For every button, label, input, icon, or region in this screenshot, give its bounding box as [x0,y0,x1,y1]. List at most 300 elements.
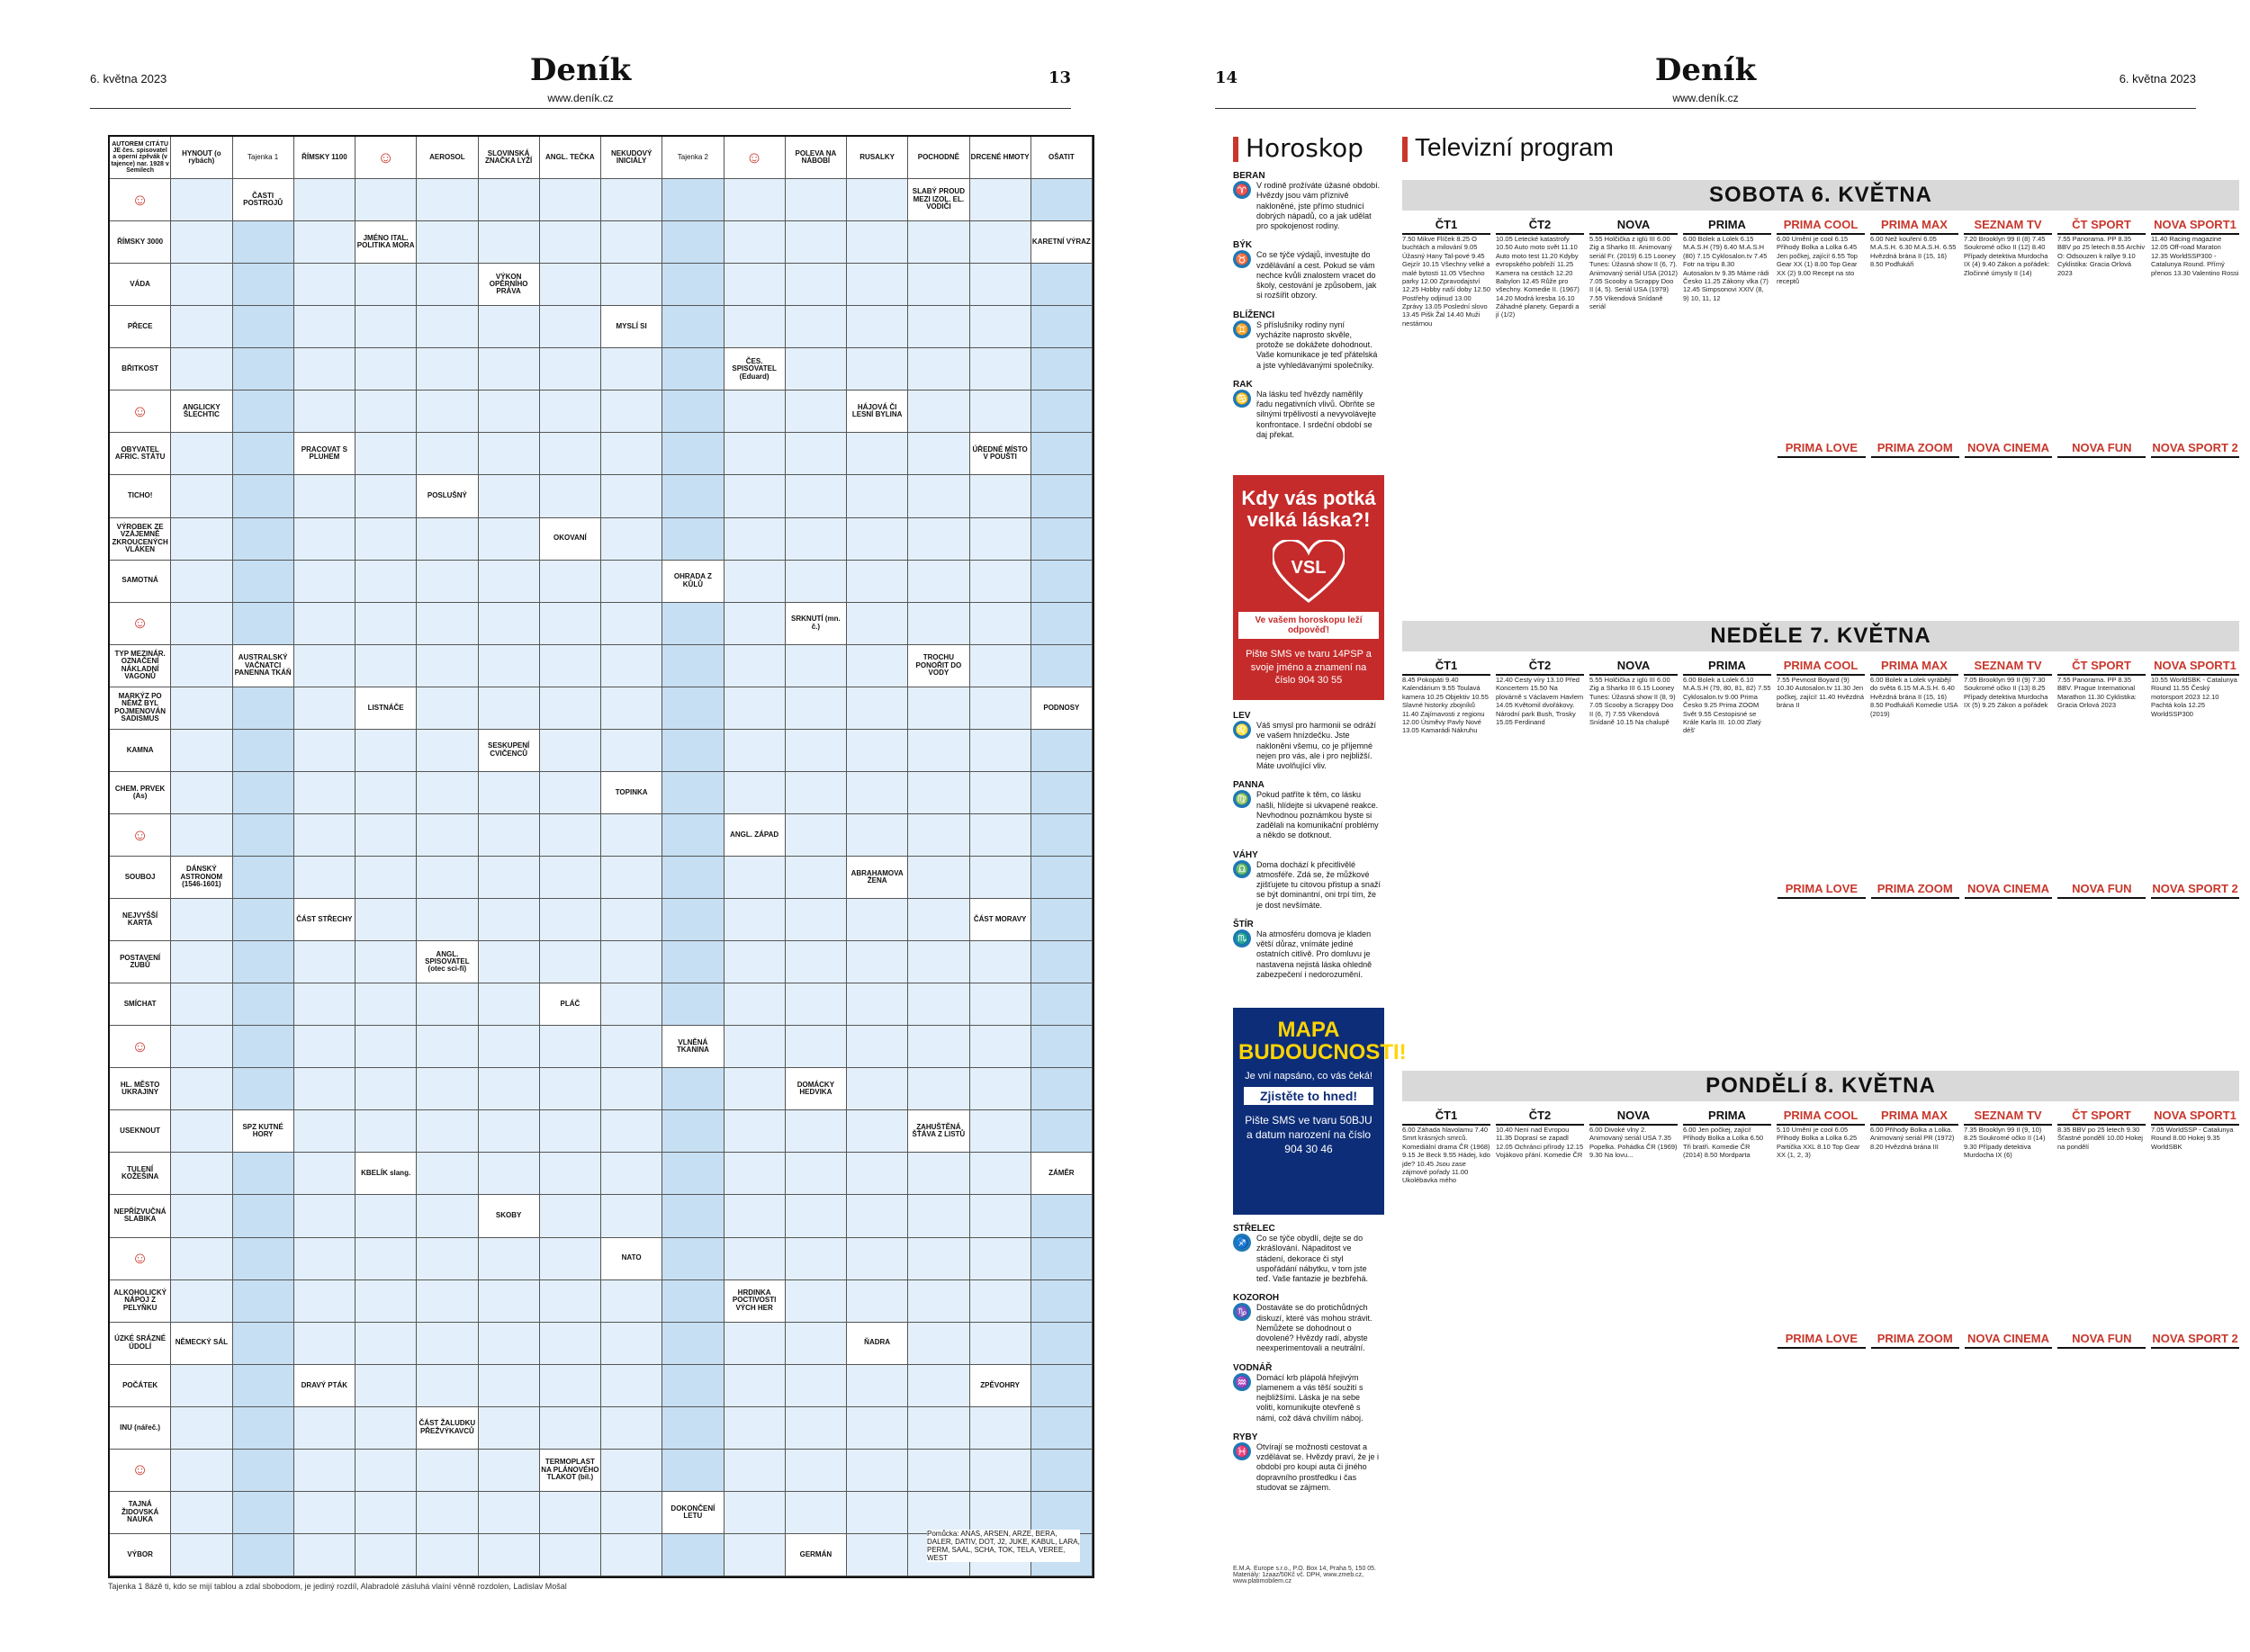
crossword-answer-cell[interactable] [847,730,908,772]
crossword-answer-cell[interactable] [540,475,601,517]
crossword-answer-cell[interactable] [662,645,724,687]
crossword-answer-cell[interactable] [601,1492,662,1534]
crossword-answer-cell[interactable] [970,221,1031,264]
crossword-answer-cell[interactable] [356,899,417,941]
crossword-answer-cell[interactable] [724,1195,786,1237]
crossword-answer-cell[interactable] [601,1153,662,1195]
crossword-answer-cell[interactable] [233,391,294,433]
crossword-answer-cell[interactable] [417,1450,478,1492]
crossword-answer-cell[interactable] [356,1195,417,1237]
crossword-answer-cell[interactable] [356,772,417,814]
crossword-answer-cell[interactable] [1031,1407,1093,1450]
crossword-answer-cell[interactable] [294,348,356,391]
crossword-answer-cell[interactable] [662,179,724,221]
crossword-answer-cell[interactable] [908,1068,969,1110]
crossword-answer-cell[interactable] [356,857,417,899]
crossword-answer-cell[interactable] [970,1153,1031,1195]
love-horoscope-ad[interactable] [1233,475,1384,700]
crossword-answer-cell[interactable] [417,1068,478,1110]
crossword-answer-cell[interactable] [908,1323,969,1365]
crossword-answer-cell[interactable] [662,1238,724,1280]
crossword-answer-cell[interactable] [540,730,601,772]
crossword-answer-cell[interactable] [908,561,969,603]
crossword-answer-cell[interactable] [601,391,662,433]
crossword-answer-cell[interactable] [601,1365,662,1407]
crossword-answer-cell[interactable] [847,1492,908,1534]
crossword-answer-cell[interactable] [171,983,232,1026]
crossword-answer-cell[interactable] [1031,857,1093,899]
crossword-answer-cell[interactable] [171,561,232,603]
crossword-answer-cell[interactable] [233,730,294,772]
crossword-answer-cell[interactable] [662,221,724,264]
crossword-answer-cell[interactable] [662,1365,724,1407]
crossword-answer-cell[interactable] [662,1407,724,1450]
crossword-answer-cell[interactable] [724,264,786,306]
crossword-answer-cell[interactable] [908,391,969,433]
crossword-answer-cell[interactable] [417,772,478,814]
crossword-answer-cell[interactable] [417,1534,478,1576]
crossword-answer-cell[interactable] [908,772,969,814]
crossword-answer-cell[interactable] [233,1153,294,1195]
crossword-answer-cell[interactable] [724,603,786,645]
crossword-answer-cell[interactable] [417,730,478,772]
crossword-answer-cell[interactable] [662,603,724,645]
crossword-answer-cell[interactable] [356,1534,417,1576]
crossword-answer-cell[interactable] [601,1026,662,1068]
crossword-answer-cell[interactable] [908,1280,969,1323]
crossword-answer-cell[interactable] [1031,1238,1093,1280]
crossword-answer-cell[interactable] [724,645,786,687]
crossword-answer-cell[interactable] [1031,1365,1093,1407]
crossword-answer-cell[interactable] [233,1280,294,1323]
crossword-answer-cell[interactable] [294,814,356,857]
crossword-answer-cell[interactable] [724,983,786,1026]
crossword-answer-cell[interactable] [786,1153,847,1195]
crossword-answer-cell[interactable] [540,1492,601,1534]
crossword-answer-cell[interactable] [356,561,417,603]
crossword-answer-cell[interactable] [356,1407,417,1450]
crossword-answer-cell[interactable] [786,1365,847,1407]
crossword-answer-cell[interactable] [540,772,601,814]
crossword-answer-cell[interactable] [540,603,601,645]
crossword-answer-cell[interactable] [356,1450,417,1492]
crossword-answer-cell[interactable] [540,1026,601,1068]
crossword-answer-cell[interactable] [908,1450,969,1492]
crossword-answer-cell[interactable] [786,814,847,857]
crossword-answer-cell[interactable] [171,518,232,561]
crossword-answer-cell[interactable] [724,1365,786,1407]
crossword-answer-cell[interactable] [847,1153,908,1195]
crossword-answer-cell[interactable] [356,1238,417,1280]
crossword-answer-cell[interactable] [970,1238,1031,1280]
crossword-answer-cell[interactable] [479,1534,540,1576]
crossword-answer-cell[interactable] [417,391,478,433]
crossword-answer-cell[interactable] [601,645,662,687]
crossword-answer-cell[interactable] [294,1068,356,1110]
crossword-answer-cell[interactable] [233,603,294,645]
crossword-answer-cell[interactable] [908,306,969,348]
crossword-answer-cell[interactable] [847,179,908,221]
crossword-answer-cell[interactable] [356,475,417,517]
crossword-answer-cell[interactable] [294,1280,356,1323]
crossword-answer-cell[interactable] [540,1068,601,1110]
crossword-answer-cell[interactable] [908,899,969,941]
crossword-answer-cell[interactable] [1031,1492,1093,1534]
crossword-answer-cell[interactable] [662,1450,724,1492]
crossword-answer-cell[interactable] [1031,899,1093,941]
crossword-answer-cell[interactable] [540,1238,601,1280]
crossword-answer-cell[interactable] [540,1195,601,1237]
crossword-answer-cell[interactable] [294,1323,356,1365]
crossword-answer-cell[interactable] [294,1492,356,1534]
crossword-answer-cell[interactable] [724,857,786,899]
crossword-answer-cell[interactable] [662,857,724,899]
crossword-answer-cell[interactable] [294,1238,356,1280]
crossword-answer-cell[interactable] [601,1068,662,1110]
crossword-answer-cell[interactable] [171,306,232,348]
crossword-answer-cell[interactable] [724,433,786,475]
crossword-answer-cell[interactable] [233,1026,294,1068]
crossword-answer-cell[interactable] [1031,772,1093,814]
crossword-answer-cell[interactable] [847,645,908,687]
crossword-answer-cell[interactable] [540,1407,601,1450]
crossword-answer-cell[interactable] [1031,1280,1093,1323]
crossword-answer-cell[interactable] [540,348,601,391]
crossword-answer-cell[interactable] [233,941,294,983]
crossword-answer-cell[interactable] [1031,306,1093,348]
crossword-answer-cell[interactable] [417,1153,478,1195]
crossword-answer-cell[interactable] [847,1450,908,1492]
crossword-answer-cell[interactable] [724,179,786,221]
crossword-answer-cell[interactable] [356,814,417,857]
crossword-answer-cell[interactable] [417,179,478,221]
crossword-answer-cell[interactable] [171,899,232,941]
crossword-answer-cell[interactable] [356,645,417,687]
crossword-answer-cell[interactable] [601,899,662,941]
crossword-answer-cell[interactable] [724,730,786,772]
crossword-answer-cell[interactable] [662,1323,724,1365]
crossword-answer-cell[interactable] [908,1026,969,1068]
crossword-answer-cell[interactable] [356,603,417,645]
crossword-answer-cell[interactable] [294,941,356,983]
crossword-answer-cell[interactable] [724,1110,786,1153]
crossword-answer-cell[interactable] [1031,1323,1093,1365]
crossword-answer-cell[interactable] [724,1534,786,1576]
crossword-answer-cell[interactable] [1031,603,1093,645]
crossword-answer-cell[interactable] [171,1153,232,1195]
crossword-answer-cell[interactable] [417,857,478,899]
crossword-answer-cell[interactable] [786,645,847,687]
crossword-answer-cell[interactable] [479,561,540,603]
crossword-answer-cell[interactable] [356,1026,417,1068]
crossword-answer-cell[interactable] [847,221,908,264]
crossword-answer-cell[interactable] [417,603,478,645]
crossword-answer-cell[interactable] [786,1323,847,1365]
crossword-answer-cell[interactable] [970,603,1031,645]
crossword-answer-cell[interactable] [786,857,847,899]
crossword-answer-cell[interactable] [847,772,908,814]
crossword-answer-cell[interactable] [601,730,662,772]
crossword-answer-cell[interactable] [233,433,294,475]
crossword-answer-cell[interactable] [233,1365,294,1407]
crossword-answer-cell[interactable] [356,348,417,391]
crossword-answer-cell[interactable] [601,1280,662,1323]
crossword-answer-cell[interactable] [724,772,786,814]
crossword-answer-cell[interactable] [908,264,969,306]
crossword-answer-cell[interactable] [847,687,908,730]
crossword-answer-cell[interactable] [847,348,908,391]
crossword-answer-cell[interactable] [1031,179,1093,221]
crossword-answer-cell[interactable] [970,306,1031,348]
crossword-answer-cell[interactable] [479,1365,540,1407]
crossword-answer-cell[interactable] [294,1153,356,1195]
crossword-answer-cell[interactable] [479,1407,540,1450]
crossword-answer-cell[interactable] [970,561,1031,603]
crossword-answer-cell[interactable] [171,1195,232,1237]
crossword-answer-cell[interactable] [233,221,294,264]
crossword-answer-cell[interactable] [171,1110,232,1153]
crossword-answer-cell[interactable] [233,1407,294,1450]
crossword-answer-cell[interactable] [786,983,847,1026]
crossword-answer-cell[interactable] [294,772,356,814]
crossword-answer-cell[interactable] [540,1280,601,1323]
crossword-answer-cell[interactable] [540,899,601,941]
crossword-answer-cell[interactable] [417,306,478,348]
crossword-answer-cell[interactable] [479,391,540,433]
crossword-answer-cell[interactable] [417,1110,478,1153]
crossword-answer-cell[interactable] [601,1323,662,1365]
crossword-answer-cell[interactable] [786,1407,847,1450]
crossword-answer-cell[interactable] [356,518,417,561]
crossword-answer-cell[interactable] [479,221,540,264]
crossword-answer-cell[interactable] [786,1280,847,1323]
crossword-answer-cell[interactable] [601,348,662,391]
crossword-answer-cell[interactable] [479,306,540,348]
crossword-answer-cell[interactable] [662,1195,724,1237]
crossword-answer-cell[interactable] [479,475,540,517]
crossword-answer-cell[interactable] [417,1492,478,1534]
crossword-answer-cell[interactable] [417,1365,478,1407]
crossword-answer-cell[interactable] [970,941,1031,983]
crossword-answer-cell[interactable] [908,1492,969,1534]
crossword-answer-cell[interactable] [601,603,662,645]
crossword-answer-cell[interactable] [540,1365,601,1407]
crossword-answer-cell[interactable] [479,1026,540,1068]
crossword-answer-cell[interactable] [171,1492,232,1534]
crossword-answer-cell[interactable] [171,772,232,814]
crossword-answer-cell[interactable] [171,264,232,306]
crossword-answer-cell[interactable] [540,1110,601,1153]
crossword-answer-cell[interactable] [970,814,1031,857]
crossword-answer-cell[interactable] [233,264,294,306]
crossword-answer-cell[interactable] [233,1323,294,1365]
crossword-answer-cell[interactable] [479,899,540,941]
crossword-answer-cell[interactable] [1031,941,1093,983]
crossword-answer-cell[interactable] [233,306,294,348]
crossword-answer-cell[interactable] [724,518,786,561]
crossword-answer-cell[interactable] [847,814,908,857]
crossword-answer-cell[interactable] [662,814,724,857]
crossword-answer-cell[interactable] [786,730,847,772]
crossword-answer-cell[interactable] [724,475,786,517]
crossword-answer-cell[interactable] [601,1534,662,1576]
crossword-answer-cell[interactable] [662,1280,724,1323]
crossword-answer-cell[interactable] [970,1323,1031,1365]
crossword-answer-cell[interactable] [356,1280,417,1323]
crossword-answer-cell[interactable] [417,1195,478,1237]
crossword-answer-cell[interactable] [233,772,294,814]
crossword-answer-cell[interactable] [908,518,969,561]
crossword-answer-cell[interactable] [233,518,294,561]
crossword-answer-cell[interactable] [847,475,908,517]
crossword-answer-cell[interactable] [662,772,724,814]
crossword-answer-cell[interactable] [1031,264,1093,306]
crossword-answer-cell[interactable] [1031,814,1093,857]
crossword-answer-cell[interactable] [601,1110,662,1153]
crossword-answer-cell[interactable] [479,1323,540,1365]
crossword-answer-cell[interactable] [356,264,417,306]
crossword-answer-cell[interactable] [233,1068,294,1110]
crossword-answer-cell[interactable] [786,348,847,391]
crossword-answer-cell[interactable] [601,857,662,899]
crossword-answer-cell[interactable] [233,561,294,603]
crossword-answer-cell[interactable] [908,730,969,772]
future-map-ad[interactable] [1233,1008,1407,1215]
crossword-answer-cell[interactable] [662,687,724,730]
crossword-answer-cell[interactable] [171,179,232,221]
crossword-answer-cell[interactable] [847,1195,908,1237]
crossword-answer-cell[interactable] [356,1068,417,1110]
crossword-answer-cell[interactable] [171,475,232,517]
crossword-answer-cell[interactable] [479,1492,540,1534]
crossword-answer-cell[interactable] [847,1026,908,1068]
crossword-answer-cell[interactable] [662,264,724,306]
crossword-answer-cell[interactable] [1031,348,1093,391]
crossword-answer-cell[interactable] [601,1407,662,1450]
crossword-answer-cell[interactable] [786,179,847,221]
crossword-answer-cell[interactable] [294,1534,356,1576]
crossword-answer-cell[interactable] [171,687,232,730]
crossword-answer-cell[interactable] [479,1280,540,1323]
crossword-answer-cell[interactable] [970,772,1031,814]
crossword-answer-cell[interactable] [601,518,662,561]
crossword-answer-cell[interactable] [786,433,847,475]
crossword-answer-cell[interactable] [601,687,662,730]
crossword-answer-cell[interactable] [540,221,601,264]
crossword-answer-cell[interactable] [662,983,724,1026]
crossword-answer-cell[interactable] [601,983,662,1026]
crossword-answer-cell[interactable] [908,221,969,264]
crossword-answer-cell[interactable] [970,391,1031,433]
crossword-answer-cell[interactable] [601,941,662,983]
crossword-answer-cell[interactable] [847,561,908,603]
crossword-answer-cell[interactable] [970,1068,1031,1110]
crossword-answer-cell[interactable] [724,1153,786,1195]
crossword-answer-cell[interactable] [356,1492,417,1534]
crossword-answer-cell[interactable] [908,814,969,857]
crossword-answer-cell[interactable] [786,1110,847,1153]
crossword-answer-cell[interactable] [724,306,786,348]
crossword-answer-cell[interactable] [171,1238,232,1280]
crossword-answer-cell[interactable] [970,645,1031,687]
crossword-answer-cell[interactable] [662,433,724,475]
crossword-answer-cell[interactable] [1031,433,1093,475]
crossword-answer-cell[interactable] [786,1238,847,1280]
crossword-answer-cell[interactable] [1031,1026,1093,1068]
crossword-answer-cell[interactable] [786,264,847,306]
crossword-answer-cell[interactable] [294,603,356,645]
crossword-answer-cell[interactable] [847,899,908,941]
crossword-answer-cell[interactable] [417,1238,478,1280]
crossword-answer-cell[interactable] [479,1110,540,1153]
site-url[interactable]: www.deník.cz [547,92,614,104]
crossword-answer-cell[interactable] [171,603,232,645]
crossword-answer-cell[interactable] [662,306,724,348]
crossword-answer-cell[interactable] [540,264,601,306]
crossword-answer-cell[interactable] [970,1407,1031,1450]
crossword-answer-cell[interactable] [417,264,478,306]
crossword-answer-cell[interactable] [908,1238,969,1280]
crossword-answer-cell[interactable] [1031,475,1093,517]
crossword-answer-cell[interactable] [356,306,417,348]
crossword-answer-cell[interactable] [294,179,356,221]
crossword-answer-cell[interactable] [724,1238,786,1280]
crossword-answer-cell[interactable] [1031,561,1093,603]
crossword-answer-cell[interactable] [970,518,1031,561]
crossword-answer-cell[interactable] [294,687,356,730]
crossword-answer-cell[interactable] [540,857,601,899]
crossword-answer-cell[interactable] [662,1153,724,1195]
crossword-answer-cell[interactable] [233,899,294,941]
crossword-answer-cell[interactable] [171,348,232,391]
crossword-answer-cell[interactable] [662,518,724,561]
crossword-answer-cell[interactable] [356,1323,417,1365]
crossword-answer-cell[interactable] [540,687,601,730]
crossword-answer-cell[interactable] [294,1195,356,1237]
crossword-answer-cell[interactable] [540,561,601,603]
crossword-answer-cell[interactable] [417,348,478,391]
crossword-answer-cell[interactable] [540,433,601,475]
crossword-answer-cell[interactable] [479,603,540,645]
crossword-answer-cell[interactable] [171,1450,232,1492]
crossword-answer-cell[interactable] [233,983,294,1026]
crossword-answer-cell[interactable] [847,433,908,475]
crossword-answer-cell[interactable] [417,1280,478,1323]
crossword-answer-cell[interactable] [662,391,724,433]
crossword-answer-cell[interactable] [970,179,1031,221]
crossword-answer-cell[interactable] [662,348,724,391]
crossword-answer-cell[interactable] [294,561,356,603]
crossword-answer-cell[interactable] [724,1407,786,1450]
crossword-answer-cell[interactable] [970,1195,1031,1237]
crossword-answer-cell[interactable] [171,1026,232,1068]
crossword-answer-cell[interactable] [847,1534,908,1576]
crossword-answer-cell[interactable] [540,179,601,221]
crossword-answer-cell[interactable] [171,645,232,687]
crossword-answer-cell[interactable] [601,1195,662,1237]
crossword-answer-cell[interactable] [786,687,847,730]
crossword-answer-cell[interactable] [908,857,969,899]
crossword-grid[interactable] [108,135,1094,1578]
crossword-answer-cell[interactable] [908,433,969,475]
crossword-answer-cell[interactable] [908,1195,969,1237]
crossword-answer-cell[interactable] [724,1492,786,1534]
crossword-answer-cell[interactable] [601,1450,662,1492]
crossword-answer-cell[interactable] [724,899,786,941]
crossword-answer-cell[interactable] [356,391,417,433]
crossword-answer-cell[interactable] [786,899,847,941]
crossword-answer-cell[interactable] [847,518,908,561]
